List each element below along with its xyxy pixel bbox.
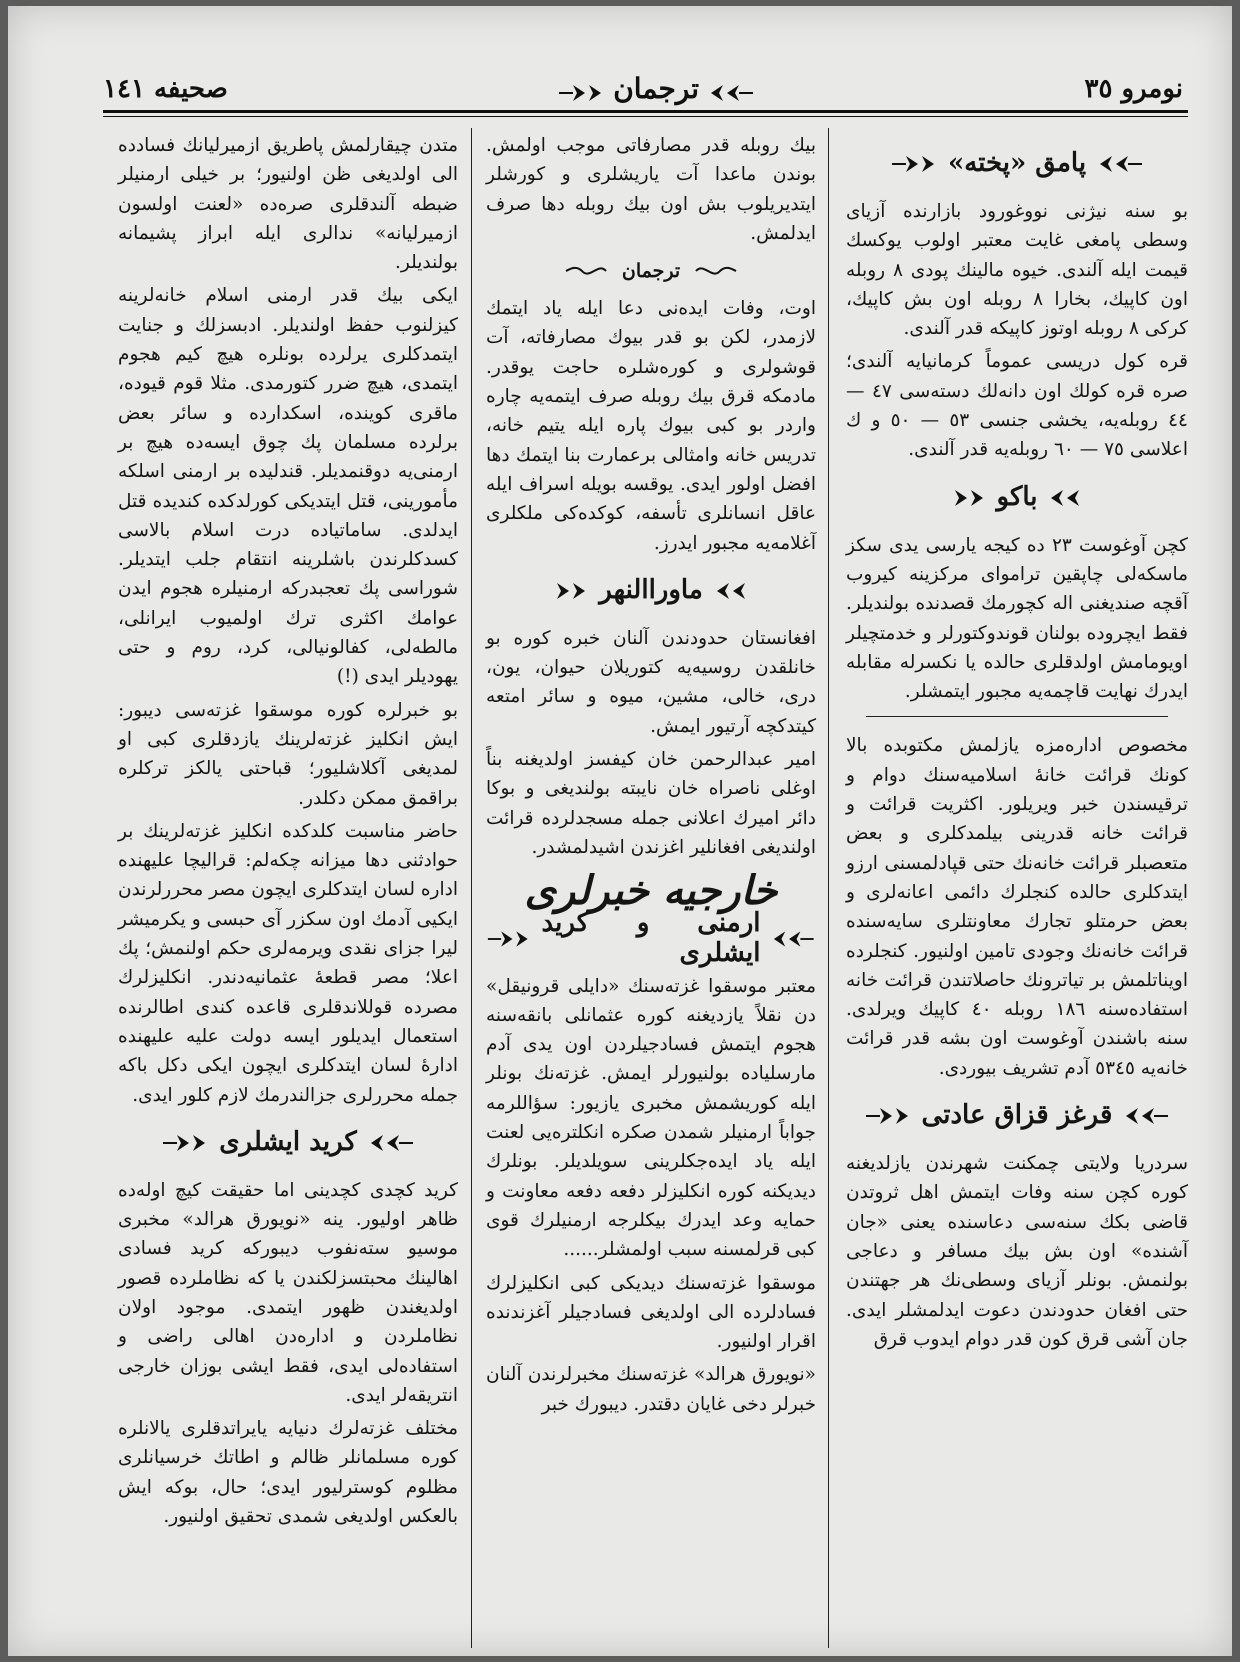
newspaper-title: ترجمان: [613, 72, 700, 105]
paragraph: متدن چیقارلمش پاطریق ازمیرلیانك فسادده الی اولدیغی ظن اولنیور؛ بر خیلی ارمنیلر ضبطه آلندقلری صرەده «لعنت اولسون ازمیرلیانه» ندالری ایله ابراز پشیمانه بولندیلر.: [118, 135, 458, 274]
ornament-icon: [541, 580, 587, 602]
article-heading: [486, 254, 816, 288]
paragraph: موسقوا غزته‌سنك دیدیکی کبی انکلیزلرك فسادلرده الی اولدیغی فسادجیلر آغزندنده اقرار اولنیور.: [486, 1272, 816, 1353]
masthead: [103, 66, 1183, 111]
column-middle: [486, 131, 816, 1423]
ornament-icon: [1049, 487, 1095, 509]
newspaper-title-block: [557, 72, 755, 105]
ornament-icon: [939, 487, 985, 509]
paragraph: ایکی بیك قدر ارمنی اسلام خانه‌لرینه کیزلنوب حفظ اولندیلر. ادبسزلك و جنایت ایتمدکلری یرلرده بونلره هیچ کیم هجوم ایتمدی، هیچ ضرر کتورمدی. مثلا قوم قیوده، ماقری کوینده، اسکدارده و سائر بعض برلرده مسلمان پك چوق ایسه‌ده هیچ بر ارمنی‌یه دوقنمدیلر. قندلیده بر ارمنی اسلکه مأمورینی، قتل ایتدیکی کورلدکده کندیده قتل ایدلدی. ساماتیاده درت اسلام بالاسی کسدکلرندن باشلرینه انتقام جلب ایتدیلر. شوراسی پك تعجبدرکه ارمنیلره هجوم ایدن عوامك اکثری ترك اولمیوب ایرانلی، مالطه‌لی، کفالونیالی، کرد، روم و حتی یهودیلر ایدی (!): [118, 285, 458, 688]
paragraph: بو سنه نیژنی نووغورود بازارنده آزیای وسطی پامغی غایت معتبر اولوب یوکسك قیمت ایله آلندی. خیوه مالینك پودی ٨ روبله اون کاپیك، بخارا ٨ روبله اون بش کاپیك، کرکی ٨ روبله اوتوز کاپیکه قدر آلندی.: [846, 201, 1189, 340]
ornament-icon: [692, 260, 738, 282]
header-rule: [103, 110, 1188, 113]
paragraph: افغانستان حدودندن آلنان خبره کوره بو خانلقدن روسیه‌یه کتوریلان حیوان، یون، دری، خالی، مشین، میوه و سائر امتعه کیتدکچه آرتیور ایمش.: [486, 627, 816, 737]
paragraph: کچن آوغوست ٢٣ ده کیجه یارسی یدی سکز ماسکه‌لی چاپقین تراموای مرکزینه کیروب آقچه صندیغنی اله کچورمك قصدنده بولندیلر. فقط ایچروده بولنان قوندوکتورلر و خدمتچیلر اویومامش اولدقلری حالده یا نکسرله مقابله ایدرك نهایت قاچمه‌یه مجبور ایتمشلر.: [846, 534, 1188, 703]
paragraph: مختلف غزته‌لرك دنیایه یایراتدقلری یالانلره کوره مسلمانلر ظالم و اطاتك خرسیانلری مظلوم کوسترلیور ایدی؛ حال، بوکه ایش بالعکس اولدیغی شمدی تحقیق اولنیور.: [118, 1418, 458, 1528]
article-heading: [486, 908, 816, 968]
ornament-icon: [890, 153, 936, 175]
ornament-icon: [772, 928, 816, 950]
paragraph: «نویورق هرالد» غزته‌سنك مخبرلرندن آلنان خبرلر دخی غایان دقتدر. دیبورك خبر: [486, 1364, 816, 1415]
paragraph: اوت، وفات ایده‌نی دعا ایله یاد ایتمك لازمدر، لکن بو قدر بیوك مصارفاته، آت قوشولری و کوره‌شلره حاجت یوقدر. مادمکه قرق بیك روبله صرف ایتمه‌یه چاره واردر بو کبی بیوك پاره ایله یتیم خانه، تدریس خانه وامثالی برعمارت بنا ایتمك دها افضل اولور ایدی. یوقسه بویله اسراف ایله عاقل انسانلری تأسفه، کوکده‌کی ملکلری آغلامه‌یه مجبور ایدرز.: [486, 298, 816, 554]
paragraph: بیك روبله قدر مصارفاتی موجب اولمش. بوندن ماعدا آت یاریشلری و کورشلر ایتدیریلوب بش اون بیك روبله دها صرف ایدلمش.: [486, 135, 816, 244]
paragraph: قره کول دریسی عموماً کرمانیایه آلندی؛ صره قره کولك اون دانه‌لك دسته‌سی ٤٧ — ٤٤ روبله‌یه، یخشی جنسی ٥٣ — ٥٠ و ك اعلاسی ٧٥ — ٦٠ روبله‌یه قدر آلندی.: [846, 351, 1188, 461]
paragraph: بو خبرلره کوره موسقوا غزته‌سی دیبور: ایش انکلیز غزته‌لرینك یازدقلری کبی او لمدیغی آکلاشلیور؛ قباحتی یالکز ترکلره براقمق ممکن دکلدر.: [118, 699, 458, 809]
article-heading: [486, 568, 816, 614]
ornament-icon: [1124, 1105, 1170, 1127]
ornament-icon: [564, 260, 610, 282]
paragraph: معتبر موسقوا غزته‌سنك «دایلی قرونیقل» دن نقلاً یازدیغنه کوره عثمانلی بانقه‌سنه هجوم ایتمش فسادجیلردن اون یدی آدم مارسلیاده بولنیورلر ایمش. غزته‌نك بونلر ایله کوریشمش مخبری یازیور: سؤاللرمه جواباً ارمنیلر شمدن صکره انکلتره‌یی لعنت ایله یاد ایده‌جکلرینی سویلدیلر. بونلرك دیدیکنه کوره انکلیزلر دفعه دفعه معاونت و حمایه وعد ایدرك بیکلرجه ارمنیلرك قوی کبی قرلمسنه سبب اولمشلر......: [486, 975, 816, 1261]
paragraph: کرید کچدی کچدینی اما حقیقت کیچ اوله‌ده ظاهر اولیور. ینه «نویورق هرالد» مخبری موسیو ستەنفوب دیبورکه کرید فسادی اهالینك محبتسزلکندن یا که نظاملرده قصور اولدیغندن ظهور ایتمدی. موجود اولان نظاملردن و اداره‌دن اهالی راضی و استفاده‌لی ایدی، فقط ایشی بوزان خارجی انتریقه‌لر ایدی.: [118, 1179, 458, 1406]
article-heading: [118, 1120, 458, 1166]
ornament-icon: [709, 78, 755, 100]
paragraph: امیر عبدالرحمن خان کیفسز اولدیغنه بناً اوغلی ناصراه خان نایبته بولندیغی و بوکا دائر امیرك اعلانی جمله مسجدلرده قرائت اولندیغی افغانلیر اغزندن اشیدلمشدر.: [486, 749, 816, 858]
column-left: [118, 131, 458, 1535]
heading-text: پامق «پخته»: [947, 148, 1087, 179]
ornament-icon: [864, 1105, 910, 1127]
article-heading: [846, 1093, 1188, 1139]
heading-text: باکو: [996, 482, 1038, 513]
section-banner: خارجیه خبرلری: [524, 867, 778, 915]
ornament-icon: [1098, 153, 1144, 175]
divider: [866, 716, 1168, 717]
paragraph: حاضر مناسبت کلدکده انکلیز غزته‌لرینك بر حوادثنی دها میزانه چکه‌لم: قرالیچا علیهنده اداره لسان ایتدکلری ایچون مصر محررلرندن ایکیی آدمك اون سکزر آی حبسی و یکرمیشر لیرا جزای نقدی ویرمه‌لری حکم اولنمش؛ پك اعلا؛ مصر قطعهٔ عثمانیه‌دندر. انکلیزلرك مصرده قوللاندقلری قاعده کندی اطالرنده استعمال ایدیلور ایسه دولت علیه علیهنده ادارهٔ لسان ایتدکلری ایچون ایکی دکل باکه جمله محررلری جزالندرمك لازم کلور ایدی.: [118, 820, 458, 1106]
page-number: صحیفه ١٤١: [103, 73, 228, 104]
heading-text: ترجمان: [621, 259, 681, 282]
column-rule: [471, 128, 472, 1648]
paragraph: سردریا ولایتی چمکنت شهرندن یازلدیغنه کوره کچن سنه وفات ایتمش اهل ثروتدن قاضی بکك سنه‌سی دعاسنده یعنی «جان آشنده» اون بش بیك مسافر و دعاجی بولنمش. بونلر آزیای وسطی‌نك هر جهتندن حتی افغان حدودندن دعوت ایدلمشلر ایدی. جان آشی قرق کون قدر دوام ایدوب قرق: [846, 1153, 1188, 1350]
ornament-icon: [486, 928, 530, 950]
issue-number: نومرو ٣٥: [1084, 73, 1183, 104]
article-heading: [846, 475, 1188, 521]
article-heading: [846, 141, 1188, 187]
heading-text: ارمنی و کرید ایشلری: [541, 908, 761, 968]
ornament-icon: [161, 1132, 207, 1154]
paragraph: مخصوص اداره‌مزه یازلمش مکتوبده بالا کونك قرائت خانهٔ اسلامیه‌سنك دوام و ترقیسندن خبر ویریلور. اکثریت قرائت و قرائت خانه قدرینی بیلمدکلری و بعض متعصبلر قرائت خانه‌نك حتی قپادلمسنی ارزو ایتدکلری حالده کنجلرك دائمی اعانه‌لری و بعض حرمتلو تجارك معاونتلری سایه‌سنده قرائت خانه‌نك وجودی تامین اولنیور. کنجلرده اویناتلمش بر تیاترونك حاصلاتندن قرائت خانه استفاده‌سنه ١٨٦ روبله ٤٠ کاپیك ویرلدی. سنه باشندن آوغوست اون بشه قدر قرائت خانه‌یه ٥٣٤٥ آدم تشریف بیوردی.: [846, 735, 1188, 1079]
ornament-icon: [369, 1132, 415, 1154]
ornament-icon: [715, 580, 761, 602]
heading-text: ماوراالنهر: [599, 575, 703, 606]
ornament-icon: [557, 78, 603, 100]
header-rule: [103, 116, 1188, 117]
column-rule: [828, 128, 829, 1648]
column-right: [846, 131, 1188, 1358]
heading-text: قرغز قزاق عادتی: [921, 1100, 1113, 1131]
heading-text: کرید ایشلری: [219, 1127, 357, 1158]
newspaper-page: [8, 6, 1232, 1656]
